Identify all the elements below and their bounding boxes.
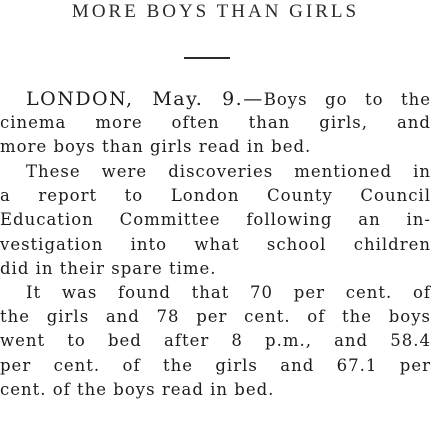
paragraph-line: a report to London County Council: [0, 186, 431, 206]
paragraph-line: the girls and 78 per cent. of the boys: [0, 307, 431, 327]
paragraph-line: Education Committee following an in-: [0, 210, 431, 230]
paragraph-line: went to bed after 8 p.m., and 58.4: [0, 331, 431, 351]
paragraph-line: cinema more often than girls, and: [0, 113, 431, 133]
paragraph-1: [0, 87, 431, 160]
paragraph-line: cent. of the boys read in bed.: [0, 379, 275, 399]
headline-divider: [184, 57, 230, 59]
paragraph-line: vestigation into what school children: [0, 234, 431, 254]
dateline: LONDON, May. 9.—: [26, 88, 264, 110]
paragraph-line: It was found that 70 per cent. of: [26, 283, 431, 302]
paragraph-2: [0, 160, 431, 281]
headline: MORE BOYS THAN GIRLS: [71, 1, 360, 22]
paragraph-3: [0, 281, 431, 402]
paragraph-line: per cent. of the girls and 67.1 per: [0, 355, 431, 375]
paragraph-line: [0, 87, 431, 111]
paragraph-line: did in their spare time.: [0, 258, 217, 278]
paragraph-line: These were discoveries mentioned in: [26, 162, 431, 181]
paragraph-text: Boys go to the: [263, 90, 431, 109]
paragraph-line: more boys than girls read in bed.: [0, 137, 312, 157]
